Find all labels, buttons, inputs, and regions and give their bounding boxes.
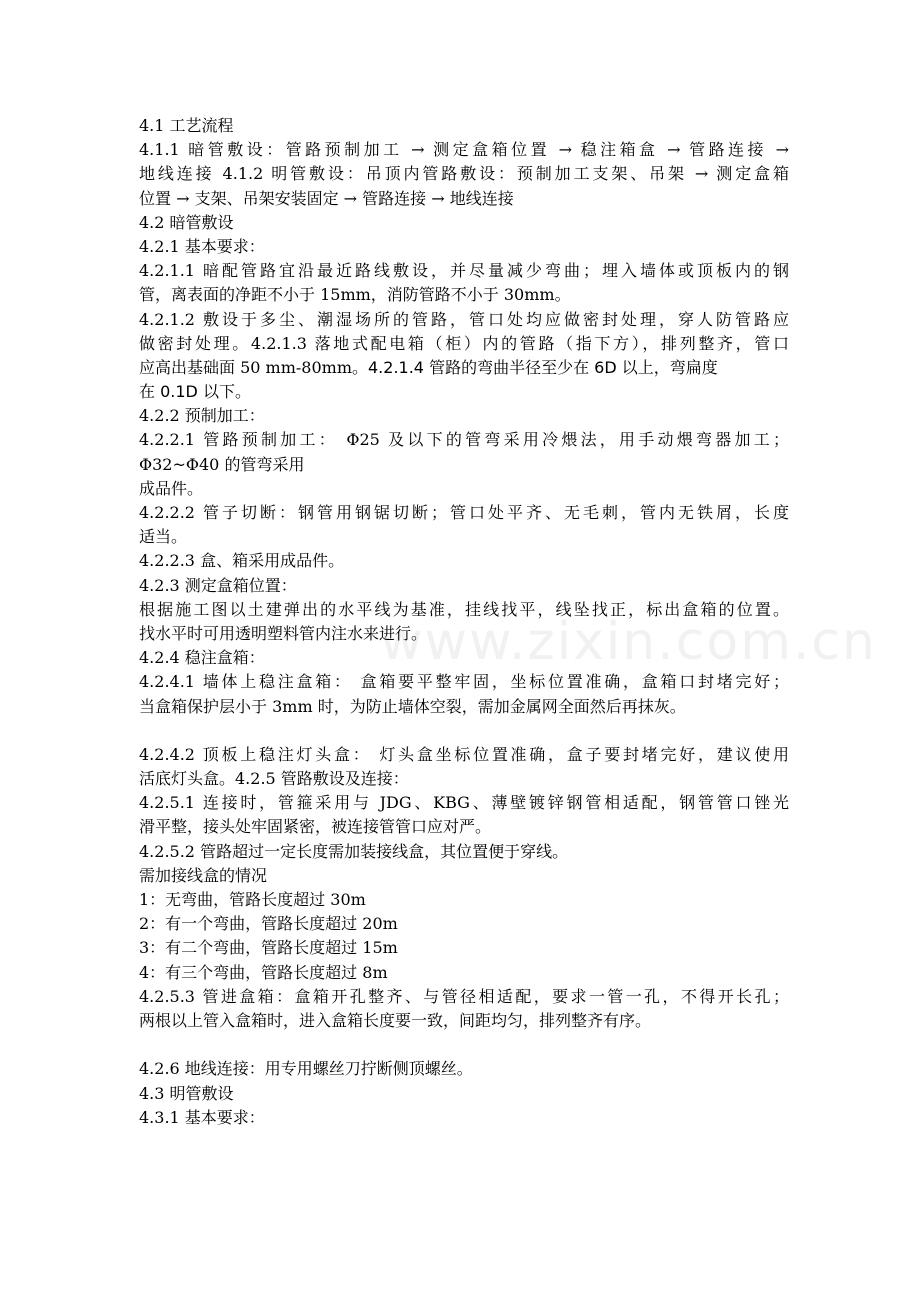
text-line: 找水平时可用透明塑料管内注水来进行。	[139, 623, 428, 643]
text-segment: 应高出基础面 50 mm-80mm。	[139, 357, 368, 377]
text-line: 两根以上管入盒箱时，进入盒箱长度要一致，间距均匀，排列整齐有序。	[139, 1010, 652, 1030]
text-line: 活底灯头盒。4.2.5 管路敷设及连接：	[139, 769, 409, 789]
subsection-heading: 4.2.2 预制加工：	[139, 406, 265, 426]
subsection-heading: 4.3.1 基本要求：	[139, 1107, 265, 1127]
text-line: 4.2.6 地线连接：用专用螺丝刀拧断侧顶螺丝。	[139, 1059, 473, 1079]
text-line	[139, 380, 789, 404]
text-segment: 以下。	[197, 382, 251, 402]
text-line: 4.1.1 暗管敷设：管路预制加工 → 测定盒箱位置 → 稳注箱盒 → 管路连接 →	[139, 140, 789, 160]
text-line: 4.2.2.1 管路预制加工： Φ25 及以下的管弯采用冷煨法，用手动煨弯器加工；	[139, 430, 789, 450]
section-heading: 4.1 工艺流程	[139, 116, 234, 135]
text-line: 4.2.5.1 连接时，管箍采用与 JDG、KBG、薄壁镀锌钢管相适配，钢管管口锉光	[139, 793, 789, 813]
text-line: 4.2.5.3 管进盒箱：盒箱开孔整齐、与管径相适配，要求一管一孔，不得开长孔；	[139, 986, 789, 1006]
list-item: 2：有一个弯曲，管路长度超过 20m	[139, 914, 398, 934]
subsection-heading: 4.2.3 测定盒箱位置：	[139, 575, 297, 595]
text-line: Φ32~Φ40 的管弯采用	[139, 454, 305, 474]
text-line: 地线连接 4.1.2 明管敷设：吊顶内管路敷设：预制加工支架、吊架 → 测定盒箱	[139, 164, 789, 184]
subsection-heading: 4.2.1 基本要求：	[139, 236, 265, 256]
section-heading: 4.3 明管敷设	[139, 1083, 234, 1103]
text-line: 管，离表面的净距不小于 15mm，消防管路不小于 30mm。	[139, 285, 571, 305]
subsection-heading: 4.2.4 稳注盒箱：	[139, 648, 265, 668]
blank-line	[139, 1033, 789, 1057]
text-line: 当盒箱保护层小于 3mm 时，为防止墙体空裂，需加金属网全面然后再抹灰。	[139, 696, 686, 716]
watermark-text: www.zixin.com.cn	[380, 612, 877, 672]
text-line: 根据施工图以土建弹出的水平线为基准，挂线找平，线坠找正，标出盒箱的位置。	[139, 599, 789, 619]
text-line: 适当。	[139, 527, 188, 547]
text-line: 位置 → 支架、吊架安装固定 → 管路连接 → 地线连接	[139, 188, 514, 208]
text-line: 4.2.5.2 管路超过一定长度需加装接线盒，其位置便于穿线。	[139, 841, 569, 861]
text-segment-sans: 4.2.1.4 管路的弯曲半径至少在 6D 以上，弯扁度	[368, 357, 718, 377]
text-line: 4.2.2.2 管子切断：钢管用钢锯切断；管口处平齐、无毛刺，管内无铁屑，长度	[139, 503, 789, 522]
list-item: 1：无弯曲，管路长度超过 30m	[139, 890, 366, 909]
text-line: 4.2.4.1 墙体上稳注盒箱： 盒箱要平整牢固，坐标位置准确，盒箱口封堵完好；	[139, 672, 789, 692]
list-item: 4：有三个弯曲，管路长度超过 8m	[139, 962, 388, 982]
text-line: 4.2.2.3 盒、箱采用成品件。	[139, 551, 345, 571]
list-heading: 需加接线盒的情况	[139, 865, 268, 885]
list-item: 3：有二个弯曲，管路长度超过 15m	[139, 938, 398, 958]
text-line: 4.2.1.2 敷设于多尘、潮湿场所的管路，管口处均应做密封处理，穿人防管路应	[139, 309, 789, 329]
text-line: 4.2.1.1 暗配管路宜沿最近路线敷设，并尽量减少弯曲；埋入墙体或顶板内的钢	[139, 261, 789, 281]
blank-line	[139, 719, 789, 743]
text-line	[139, 356, 789, 380]
text-line: 滑平整，接头处牢固紧密，被连接管管口应对严。	[139, 817, 492, 837]
document-body	[139, 114, 789, 1130]
text-line: 4.2.4.2 顶板上稳注灯头盒： 灯头盒坐标位置准确，盒子要封堵完好，建议使用	[139, 744, 789, 764]
section-heading: 4.2 暗管敷设	[139, 212, 234, 232]
text-segment-sans: 在 0.1D	[139, 382, 198, 402]
text-line: 成品件。	[139, 478, 204, 498]
text-line: 做密封处理。4.2.1.3 落地式配电箱（柜）内的管路（指下方），排列整齐，管口	[139, 333, 789, 353]
